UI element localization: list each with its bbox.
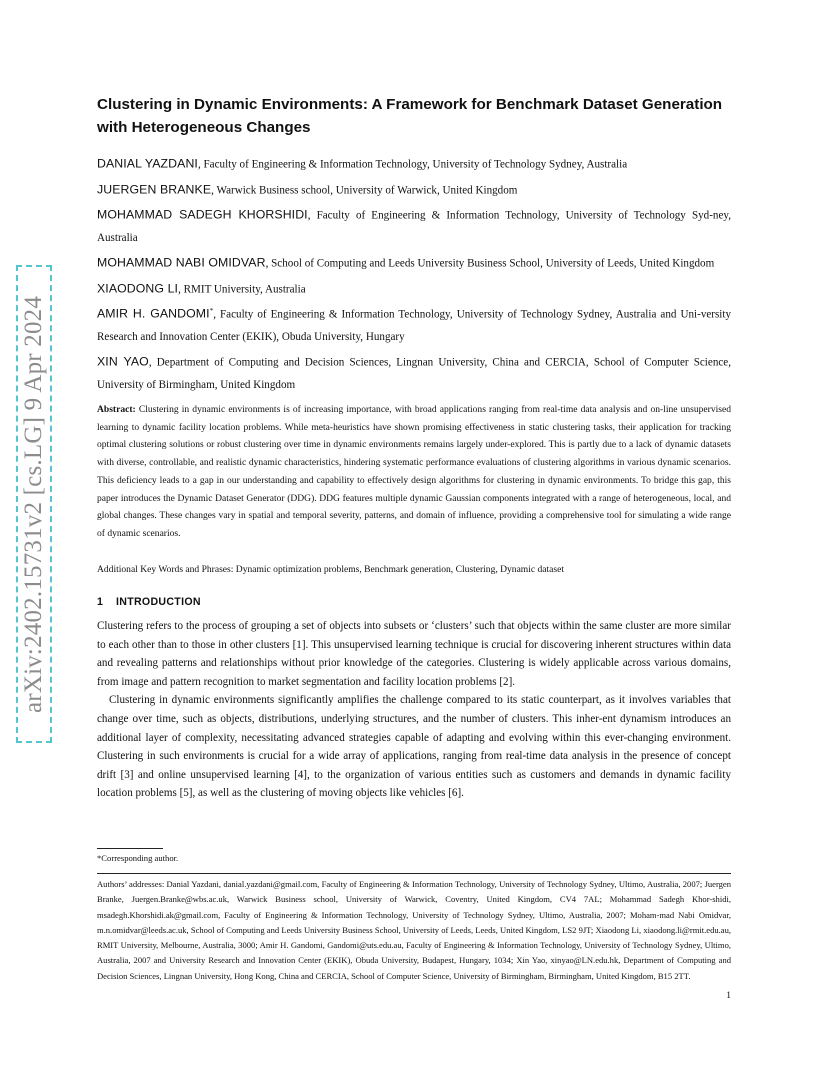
author-affiliation: , Faculty of Engineering & Information Technology, University of Technology Sydney, Australia: [197, 158, 628, 171]
page-number: 1: [726, 991, 731, 1001]
author-affiliation: , RMIT University, Australia: [178, 283, 306, 296]
author-affiliation: , Faculty of Engineering & Information Technology, University of Technology Syd-ney, Australia: [97, 210, 731, 245]
introduction-body: [97, 617, 731, 803]
abstract-text: Clustering in dynamic environments is of increasing importance, with broad applications ranging from real-time data analysis and on-line unsupervised learning to dynamic facility location problems. While meta-heuristics have shown promising effectiveness in static clustering tasks, their application for tracking optimal clustering solutions or robust clustering over time in dynamic environments remains largely under-explored. This is partly due to a lack of dynamic datasets with diverse, controllable, and realistic dynamic characteristics, hindering systematic performance evaluations of clustering algorithms in various dynamic scenarios. This deficiency leads to a gap in our understanding and capability to effectively design algorithms for clustering in dynamic environments. To bridge this gap, this paper introduces the Dynamic Dataset Generator (DDG). DDG features multiple dynamic Gaussian components integrated with a range of heterogeneous, local, and global changes. These changes vary in spatial and temporal severity, patterns, and domain of influence, providing a comprehensive tool for simulating a wide range of dynamic scenarios.: [97, 404, 731, 539]
author-affiliation: , Warwick Business school, University of Warwick, United Kingdom: [211, 184, 518, 197]
author-affiliation: , School of Computing and Leeds University Business School, University of Leeds, United Kingdom: [265, 257, 715, 270]
footnote: *Corresponding author.: [97, 853, 179, 863]
footnote-rule: [97, 848, 163, 849]
keywords: Additional Key Words and Phrases: Dynamic optimization problems, Benchmark generation, Clustering, Dynamic dataset: [97, 564, 565, 575]
arxiv-identifier-stamp: arXiv:2402.15731v2 [cs.LG] 9 Apr 2024: [17, 266, 51, 742]
addresses-rule: [97, 873, 731, 874]
author-mark: *: [209, 307, 214, 316]
abstract-label: Abstract:: [97, 404, 136, 415]
author-entry: [97, 150, 731, 176]
author-name: DANIAL YAZDANI: [97, 156, 198, 171]
author-name: XIAODONG LI: [97, 281, 179, 296]
author-affiliation: , Faculty of Engineering & Information Technology, University of Technology Sydney, Australia and Uni-versity Research and Innovation Center (EKIK), Obuda University, Hungary: [97, 309, 732, 344]
section-title: INTRODUCTION: [116, 596, 201, 608]
author-list: [97, 150, 731, 396]
author-entry: [97, 275, 731, 301]
author-name: MOHAMMAD NABI OMIDVAR: [97, 255, 266, 270]
abstract: [97, 401, 731, 543]
author-entry: [97, 249, 731, 275]
author-name: JUERGEN BRANKE: [97, 182, 212, 197]
author-name: MOHAMMAD SADEGH KHORSHIDI: [97, 208, 308, 223]
author-addresses: Authors’ addresses: Danial Yazdani, danial.yazdani@gmail.com, Faculty of Engineering & Information Technology, University of Technology Sydney, Ultimo, Australia, 2007; Juergen Branke, Juergen.Branke@wbs.ac.uk, Warwick Business school, University of Warwick, Coventry, United Kingdom, CV4 7AL; Mohammad Sadegh Khor-shidi, msadegh.Khorshidi.ak@gmail.com, Faculty of Engineering & Information Technology, University of Technology Sydney, Ultimo, Australia, 2007; Moham-mad Nabi Omidvar, m.n.omidvar@leeds.ac.uk, School of Computing and Leeds University Business School, University of Leeds, Leeds, United Kingdom, LS2 9JT; Xiaodong Li, xiaodong.li@rmit.edu.au, RMIT University, Melbourne, Australia, 3000; Amir H. Gandomi, Gandomi@uts.edu.au, Faculty of Engineering & Information Technology, University of Technology Sydney, Ultimo, Australia, 2007 and University Research and Innovation Center (EKIK), Obuda University, Budapest, Hungary, 1034; Xin Yao, xinyao@LN.edu.hk, Department of Computing and Decision Sciences, Lingnan University, Hong Kong, China and CERCIA, School of Computer Science, University of Birmingham, Birmingham, United Kingdom, B15 2TT.: [97, 879, 731, 981]
author-name: XIN YAO: [97, 354, 149, 369]
paper-title: Clustering in Dynamic Environments: A Framework for Benchmark Dataset Generation with Heterogeneous Changes: [97, 96, 723, 136]
author-entry: [97, 201, 731, 249]
paragraph: Clustering in dynamic environments significantly amplifies the challenge compared to its static counterpart, as it involves variables that change over time, such as objects, distributions, underlying structures, and the number of clusters. This inher-ent dynamism introduces an additional layer of complexity, necessitating advanced strategies capable of adapting and evolving within this ever-changing environment. Clustering in such environments is crucial for a wide array of applications, ranging from real-time data analysis in the presence of concept drift [3] and online unsupervised learning [4], to the organization of various entities such as customers and demands in dynamic facility location problems [5], as well as the clustering of moving objects like vehicles [6].: [97, 694, 731, 800]
section-heading: [97, 596, 201, 608]
author-entry: [97, 348, 731, 396]
author-affiliation: , Department of Computing and Decision Sciences, Lingnan University, China and CERCIA, School of Computer Science, University of Birmingham, United Kingdom: [97, 356, 731, 391]
author-entry: [97, 176, 731, 202]
author-entry: [97, 300, 731, 348]
author-name: AMIR H. GANDOMI: [97, 307, 210, 322]
section-number: 1: [97, 596, 104, 608]
paragraph: Clustering refers to the process of grouping a set of objects into subsets or ‘clusters’ such that objects within the same cluster are more similar to each other than to those in other clusters [1]. This unsupervised learning technique is crucial for discovering inherent structures within data and revealing patterns and relationships without prior knowledge of the categories. Clustering is widely applicable across various domains, from image and pattern recognition to market segmentation and facility location problems [2].: [97, 620, 731, 688]
